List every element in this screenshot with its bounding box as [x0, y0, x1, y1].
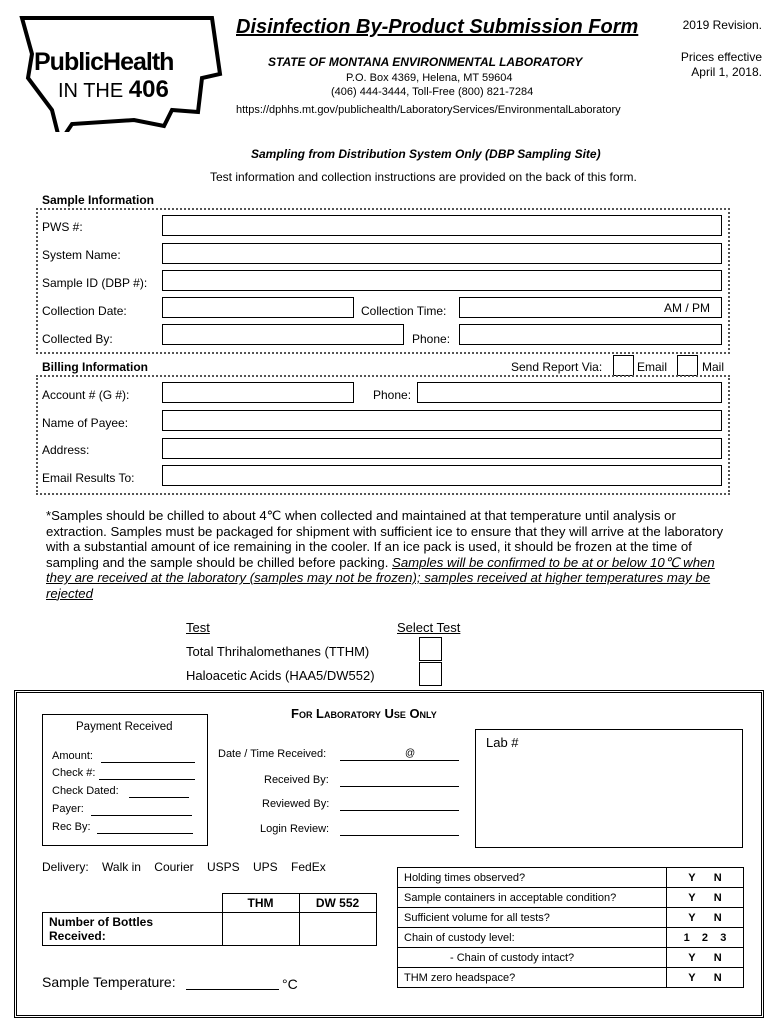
qc-answer-options[interactable]: 1 2 3: [667, 928, 744, 948]
qc-question: Sufficient volume for all tests?: [398, 908, 667, 928]
check-dated-line[interactable]: [129, 797, 189, 798]
bottles-dw552-cell[interactable]: [299, 912, 376, 945]
address-label: Address:: [42, 443, 90, 457]
check-dated-label: Check Dated:: [52, 785, 119, 797]
sample-id-input[interactable]: [162, 270, 722, 291]
qc-question: Chain of custody level:: [398, 928, 667, 948]
lab-phone: (406) 444-3444, Toll-Free (800) 821-7284: [331, 86, 534, 98]
payee-label: Name of Payee:: [42, 416, 129, 430]
delivery-ups[interactable]: UPS: [253, 860, 278, 874]
sample-temp-line[interactable]: [186, 989, 279, 990]
sample-id-label: Sample ID (DBP #):: [42, 276, 148, 290]
received-by-label: Received By:: [264, 774, 329, 786]
logo: [14, 14, 226, 132]
qc-row: [398, 928, 744, 948]
ampm-label: AM / PM: [664, 301, 711, 315]
system-name-label: System Name:: [42, 248, 121, 262]
qc-row: [398, 888, 744, 908]
delivery-walk-in[interactable]: Walk in: [102, 860, 141, 874]
revision-text: 2019 Revision.: [682, 18, 762, 32]
email-results-input[interactable]: [162, 465, 722, 486]
qc-answer-options[interactable]: Y N: [667, 948, 744, 968]
notice-emphasis: Samples will be confirmed to be at or below 10℃ when they are received at the laboratory (samples may not be frozen); samples received at higher temperatures may be rejected: [46, 554, 715, 601]
check-number-label: Check #:: [52, 767, 96, 779]
amount-label: Amount:: [52, 750, 93, 762]
logo-text-inthe: IN THE: [58, 80, 124, 102]
qc-checklist: [397, 867, 744, 988]
qc-answer-options[interactable]: Y N: [667, 908, 744, 928]
collection-date-label: Collection Date:: [42, 304, 127, 318]
system-name-input[interactable]: [162, 243, 722, 264]
subtitle: Sampling from Distribution System Only (DBP Sampling Site): [251, 147, 601, 161]
form-title: Disinfection By-Product Submission Form: [236, 16, 639, 38]
select-haa5-checkbox[interactable]: [419, 662, 442, 686]
sample-temp-label-b: Temperature:: [93, 974, 176, 990]
payer-label: Payer:: [52, 803, 84, 815]
collector-phone-input[interactable]: [459, 324, 722, 345]
payer-line[interactable]: [91, 815, 192, 816]
account-input[interactable]: [162, 382, 354, 403]
qc-row: [398, 968, 744, 988]
sample-info-heading: Sample Information: [42, 193, 155, 207]
login-review-label: Login Review:: [260, 823, 330, 835]
collected-by-input[interactable]: [162, 324, 404, 345]
collection-time-label: Collection Time:: [361, 304, 447, 318]
reviewed-by-line[interactable]: [340, 810, 459, 811]
mail-label: Mail: [702, 360, 725, 374]
lab-use-title: For Laboratory Use Only: [291, 706, 437, 721]
email-results-label: Email Results To:: [42, 471, 135, 485]
payment-title: Payment Received: [76, 721, 173, 733]
collection-date-input[interactable]: [162, 297, 354, 318]
delivery-fedex[interactable]: FedEx: [291, 860, 326, 874]
qc-row: [398, 908, 744, 928]
at-symbol: @: [405, 748, 416, 759]
date-time-received-line[interactable]: [340, 760, 459, 761]
pws-label: PWS #:: [42, 220, 83, 234]
test-column-header: Test: [186, 620, 210, 635]
account-label: Account # (G #):: [42, 388, 130, 402]
bottles-dw552-header: DW 552: [299, 894, 376, 913]
delivery-courier[interactable]: Courier: [154, 860, 194, 874]
lab-address: P.O. Box 4369, Helena, MT 59604: [346, 72, 513, 84]
notice-text: *Samples should be chilled to about 4℃ when collected and maintained at that temperature until analysis or extraction. Samples must be packaged for shipment with sufficient ice to ensure that they will arrive at the laboratory with a substantial amount of ice remaining in the cooler. If an ice pack is used, it should be frozen at the time of sampling and the sample should be chilled before packing.: [46, 508, 724, 570]
qc-answer-options[interactable]: Y N: [667, 868, 744, 888]
email-label: Email: [637, 360, 668, 374]
address-input[interactable]: [162, 438, 722, 459]
payee-input[interactable]: [162, 410, 722, 431]
billing-phone-label: Phone:: [373, 388, 412, 402]
billing-phone-input[interactable]: [417, 382, 722, 403]
rec-by-line[interactable]: [97, 833, 193, 834]
qc-answer-options[interactable]: Y N: [667, 968, 744, 988]
select-tthm-checkbox[interactable]: [419, 637, 442, 661]
logo-text-406: 406: [128, 76, 169, 103]
chilling-notice: [46, 508, 736, 601]
qc-answer-options[interactable]: Y N: [667, 888, 744, 908]
collector-phone-label: Phone:: [412, 332, 451, 346]
received-by-line[interactable]: [340, 786, 459, 787]
bottles-row-label-1: Number of Bottles: [49, 914, 154, 929]
qc-question: - Chain of custody intact?: [398, 948, 667, 968]
sample-temperature-row: [42, 974, 176, 990]
instructions: Test information and collection instructions are provided on the back of this form.: [210, 170, 637, 184]
test-name-haa5: Haloacetic Acids (HAA5/DW552): [186, 668, 375, 683]
sample-temp-label: Sample: [42, 974, 90, 990]
bottles-thm-cell[interactable]: [222, 912, 299, 945]
qc-row: [398, 868, 744, 888]
bottles-row-label: [43, 912, 223, 945]
collected-by-label: Collected By:: [42, 332, 113, 346]
amount-line[interactable]: [101, 762, 195, 763]
reviewed-by-label: Reviewed By:: [262, 798, 330, 810]
qc-question: Sample containers in acceptable condition?: [398, 888, 667, 908]
prices-line1: Prices effective: [680, 50, 762, 64]
logo-text-publichealth: PublicHealth: [34, 48, 174, 76]
bottles-thm-header: THM: [222, 894, 299, 913]
bottles-row-label-2: Received:: [49, 928, 106, 943]
qc-row: [398, 948, 744, 968]
pws-input[interactable]: [162, 215, 722, 236]
test-name-tthm: Total Thrihalomethanes (TTHM): [186, 644, 370, 659]
qc-question: Holding times observed?: [398, 868, 667, 888]
bottles-table: [42, 893, 377, 946]
lab-url[interactable]: https://dphhs.mt.gov/publichealth/LaboratoryServices/EnvironmentalLaboratory: [236, 104, 621, 116]
delivery-row: [42, 860, 326, 874]
send-via-label: Send Report Via:: [511, 360, 603, 374]
delivery-label: Delivery:: [42, 860, 89, 874]
prices-effective: [681, 50, 762, 80]
prices-line2: April 1, 2018.: [691, 65, 762, 79]
bottles-blank-cell: [43, 894, 223, 913]
delivery-usps[interactable]: USPS: [206, 860, 240, 874]
lab-name: STATE OF MONTANA ENVIRONMENTAL LABORATORY: [268, 55, 583, 69]
select-test-column-header: Select Test: [397, 620, 461, 635]
temp-unit: °C: [282, 976, 298, 992]
lab-number-label: Lab #: [486, 735, 519, 750]
login-review-line[interactable]: [340, 835, 459, 836]
date-time-received-label: Date / Time Received:: [218, 748, 327, 760]
check-number-line[interactable]: [99, 779, 195, 780]
qc-question: THM zero headspace?: [398, 968, 667, 988]
email-checkbox[interactable]: [613, 355, 634, 376]
billing-heading: Billing Information: [42, 360, 148, 374]
mail-checkbox[interactable]: [677, 355, 698, 376]
rec-by-label: Rec By:: [52, 821, 91, 833]
